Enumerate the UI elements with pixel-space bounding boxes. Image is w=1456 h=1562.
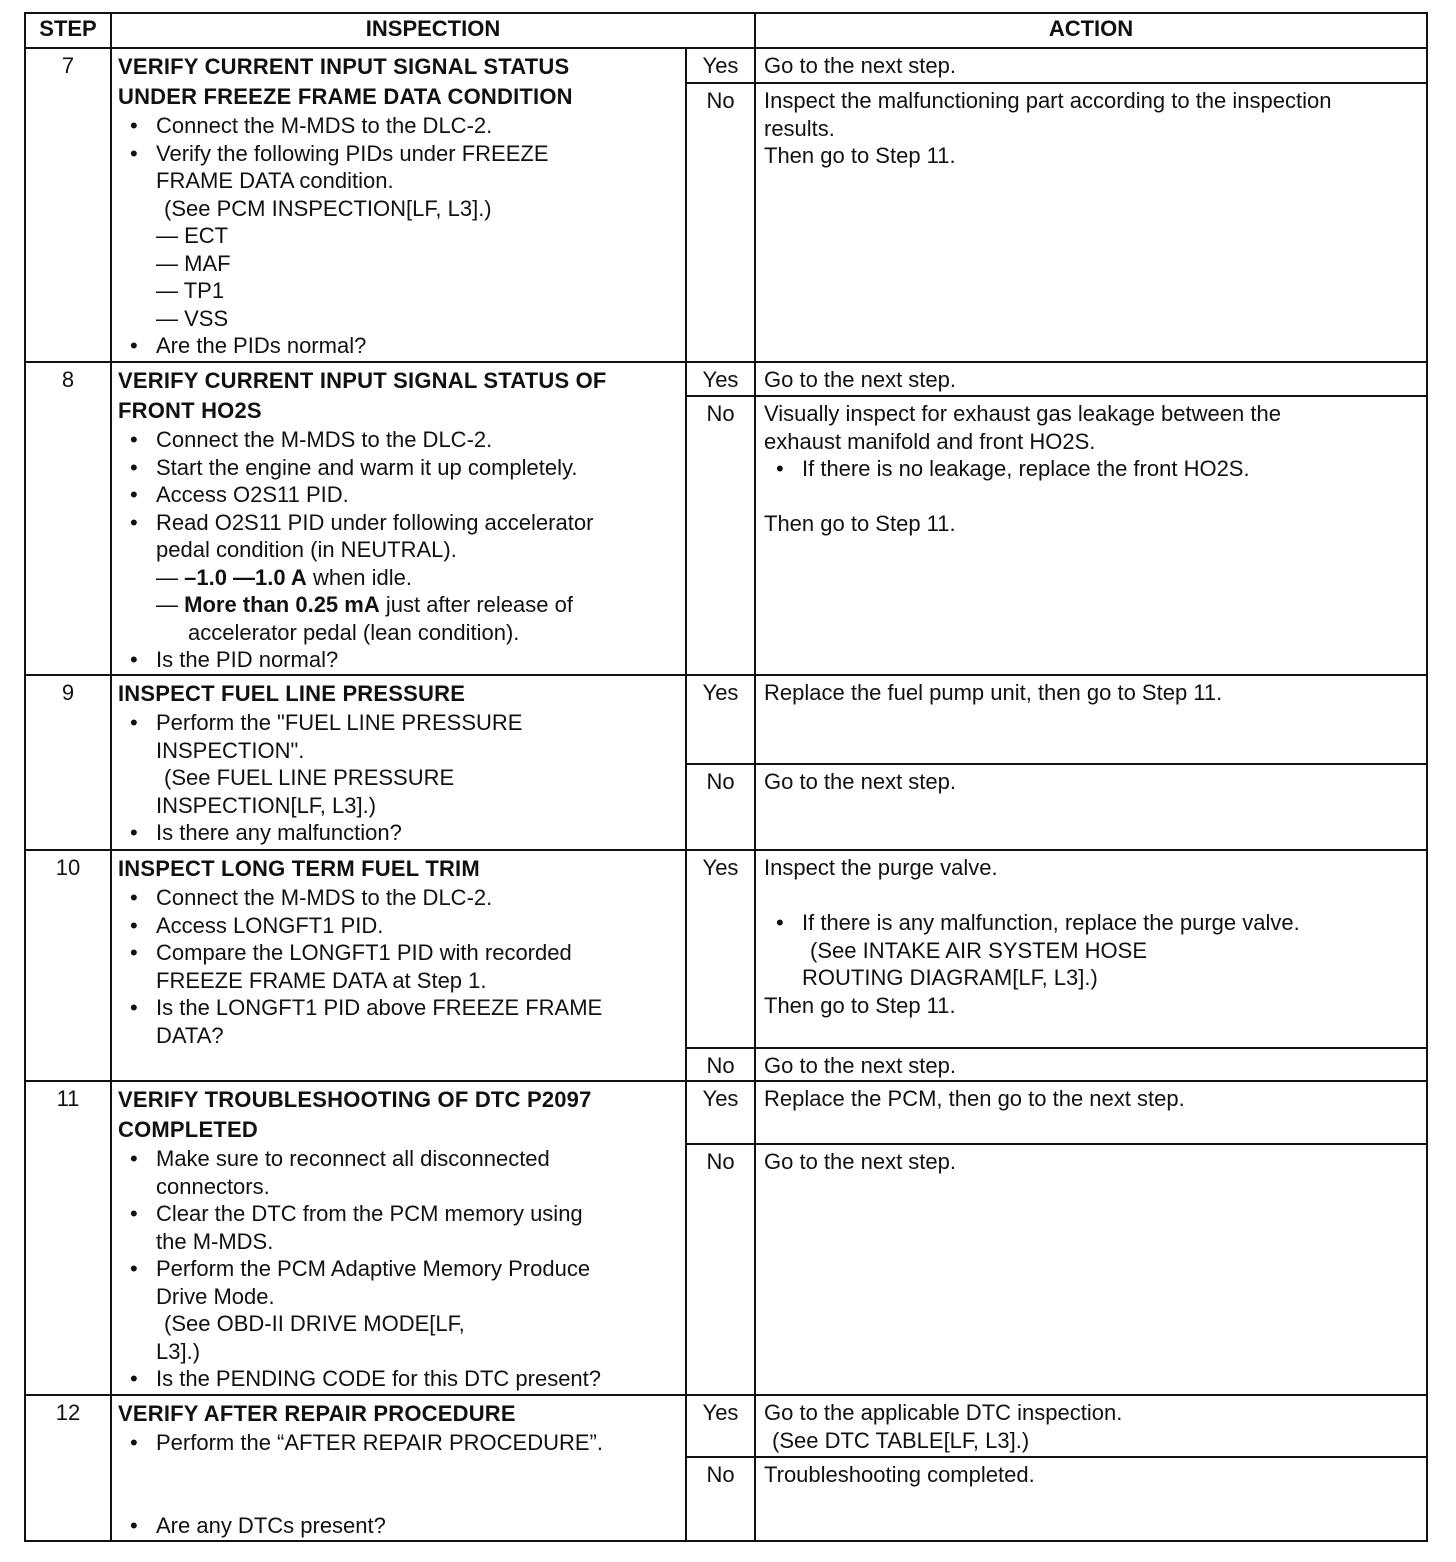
yes-action xyxy=(755,850,1427,1048)
list-item-text: Perform the "FUEL LINE PRESSURE xyxy=(156,710,523,735)
yes-label: Yes xyxy=(686,362,755,396)
inspection-list xyxy=(118,426,679,564)
inspection-list xyxy=(118,709,679,764)
list-item-text: INSPECTION". xyxy=(156,737,305,763)
list-item: • Connect the M-MDS to the DLC-2. xyxy=(118,884,679,912)
list-item-text: pedal condition (in NEUTRAL). xyxy=(156,537,457,562)
step-10-yes-row xyxy=(25,850,1427,1048)
inspection-list xyxy=(118,646,679,674)
pid-item: — MAF xyxy=(156,250,231,276)
question-item: • Is the PENDING CODE for this DTC present? xyxy=(118,1365,679,1393)
step-number: 8 xyxy=(25,362,111,675)
no-action: Go to the next step. xyxy=(755,764,1427,850)
step-title: COMPLETED xyxy=(118,1117,258,1142)
step-10-inspection xyxy=(111,850,686,1081)
step-number: 9 xyxy=(25,675,111,850)
action-text: results. xyxy=(764,115,835,141)
step-title: VERIFY AFTER REPAIR PROCEDURE xyxy=(118,1401,516,1426)
yes-action xyxy=(755,1395,1427,1457)
step-number: 10 xyxy=(25,850,111,1081)
action-text: Inspect the purge valve. xyxy=(764,855,998,880)
list-item xyxy=(118,939,679,994)
list-item-text: FREEZE FRAME DATA at Step 1. xyxy=(156,967,487,993)
spec-value: –1.0 —1.0 A xyxy=(184,564,307,590)
condition-continuation: accelerator pedal (lean condition). xyxy=(188,619,520,645)
inspection-list xyxy=(118,1365,679,1393)
step-title: FRONT HO2S xyxy=(118,398,262,423)
step-9-yes-row xyxy=(25,675,1427,764)
list-item-text: Perform the PCM Adaptive Memory Produce xyxy=(156,1256,591,1281)
header-step: STEP xyxy=(25,13,111,48)
condition-item xyxy=(118,564,679,592)
step-number: 12 xyxy=(25,1395,111,1541)
list-item-text: DATA? xyxy=(156,1022,224,1048)
list-item: • If there is any malfunction, replace the purge valve. xyxy=(764,909,1420,937)
spec-value: More than 0.25 mA xyxy=(184,592,380,617)
list-item xyxy=(118,1145,679,1200)
pid-item: — VSS xyxy=(156,305,229,331)
no-action: Go to the next step. xyxy=(755,1048,1427,1081)
step-8-yes-row xyxy=(25,362,1427,396)
yes-label: Yes xyxy=(686,1395,755,1457)
yes-action: Go to the next step. xyxy=(755,48,1427,83)
inspection-list xyxy=(118,1512,679,1540)
yes-label: Yes xyxy=(686,850,755,1048)
no-action xyxy=(755,83,1427,362)
yes-label: Yes xyxy=(686,675,755,764)
list-item-text: Verify the following PIDs under FREEZE xyxy=(156,140,549,166)
see-reference: (See OBD-II DRIVE MODE[LF, xyxy=(164,1311,465,1336)
question-item xyxy=(118,994,679,1049)
yes-label: Yes xyxy=(686,48,755,83)
step-title: VERIFY CURRENT INPUT SIGNAL STATUS OF xyxy=(118,368,607,393)
inspection-list xyxy=(118,1145,679,1310)
step-12-yes-row xyxy=(25,1395,1427,1457)
list-item-text: Clear the DTC from the PCM memory using xyxy=(156,1201,583,1226)
step-title: UNDER FREEZE FRAME DATA CONDITION xyxy=(118,84,573,109)
no-action: Go to the next step. xyxy=(755,1144,1427,1395)
yes-action: Replace the fuel pump unit, then go to Step 11. xyxy=(755,675,1427,764)
action-list xyxy=(764,909,1420,937)
troubleshooting-table xyxy=(24,12,1428,1542)
list-item: • Connect the M-MDS to the DLC-2. xyxy=(118,426,679,454)
inspection-list xyxy=(118,884,679,1049)
inspection-list xyxy=(118,1429,679,1457)
action-text: Inspect the malfunctioning part according to the inspection xyxy=(764,88,1332,113)
pid-item: — TP1 xyxy=(156,278,225,303)
list-item xyxy=(118,709,679,764)
yes-action: Go to the next step. xyxy=(755,362,1427,396)
see-reference: (See PCM INSPECTION[LF, L3].) xyxy=(164,195,492,221)
no-action: Troubleshooting completed. xyxy=(755,1457,1427,1541)
step-number: 11 xyxy=(25,1081,111,1395)
list-item: • Connect the M-MDS to the DLC-2. xyxy=(118,112,679,140)
header-action: ACTION xyxy=(755,13,1427,48)
step-title: INSPECT FUEL LINE PRESSURE xyxy=(118,681,466,706)
see-reference: (See FUEL LINE PRESSURE xyxy=(164,765,455,790)
list-item-text: FRAME DATA condition. xyxy=(156,168,394,193)
step-7-inspection xyxy=(111,48,686,362)
inspection-list xyxy=(118,819,679,847)
see-reference: (See INTAKE AIR SYSTEM HOSE xyxy=(810,937,1148,963)
inspection-list xyxy=(118,112,679,195)
action-text: exhaust manifold and front HO2S. xyxy=(764,428,1096,454)
list-item-text: connectors. xyxy=(156,1173,270,1199)
see-reference: (See DTC TABLE[LF, L3].) xyxy=(772,1427,1030,1453)
step-title: VERIFY TROUBLESHOOTING OF DTC P2097 xyxy=(118,1087,592,1112)
list-item-text: the M-MDS. xyxy=(156,1228,274,1254)
list-item-text: Read O2S11 PID under following accelerator xyxy=(156,509,594,535)
action-text: Visually inspect for exhaust gas leakage between the xyxy=(764,401,1281,426)
no-label: No xyxy=(686,764,755,850)
yes-label: Yes xyxy=(686,1081,755,1144)
question-item: • Are the PIDs normal? xyxy=(118,332,679,360)
list-item-text: Is the LONGFT1 PID above FREEZE FRAME xyxy=(156,995,603,1020)
action-list xyxy=(764,455,1420,483)
step-title: VERIFY CURRENT INPUT SIGNAL STATUS xyxy=(118,54,570,79)
list-item xyxy=(118,1255,679,1310)
step-title: INSPECT LONG TERM FUEL TRIM xyxy=(118,856,480,881)
list-item: • Access O2S11 PID. xyxy=(118,481,679,509)
header-row xyxy=(25,13,1427,48)
list-item xyxy=(118,1200,679,1255)
list-item: • If there is no leakage, replace the front HO2S. xyxy=(764,455,1420,483)
action-text: Then go to Step 11. xyxy=(764,992,956,1018)
step-11-yes-row xyxy=(25,1081,1427,1144)
header-inspection: INSPECTION xyxy=(111,13,755,48)
no-label: No xyxy=(686,1048,755,1081)
pid-item: — ECT xyxy=(156,223,229,248)
list-item-text: Make sure to reconnect all disconnected xyxy=(156,1146,550,1171)
dash: — xyxy=(156,564,185,590)
no-action xyxy=(755,396,1427,675)
action-text: Go to the applicable DTC inspection. xyxy=(764,1400,1123,1425)
step-7-yes-row xyxy=(25,48,1427,83)
yes-action: Replace the PCM, then go to the next step. xyxy=(755,1081,1427,1144)
question-item: • Are any DTCs present? xyxy=(118,1512,679,1540)
no-label: No xyxy=(686,1457,755,1541)
list-item-text: Drive Mode. xyxy=(156,1283,275,1309)
list-item xyxy=(118,140,679,195)
condition-item xyxy=(118,591,679,619)
question-item: • Is there any malfunction? xyxy=(118,819,679,847)
dash: — xyxy=(156,592,185,617)
no-label: No xyxy=(686,83,755,362)
procedure-sheet xyxy=(24,12,1426,1542)
see-reference: L3].) xyxy=(156,1338,201,1364)
step-8-inspection xyxy=(111,362,686,675)
no-label: No xyxy=(686,396,755,675)
list-item-text: Compare the LONGFT1 PID with recorded xyxy=(156,940,572,965)
step-number: 7 xyxy=(25,48,111,362)
list-item xyxy=(118,509,679,564)
see-reference: INSPECTION[LF, L3].) xyxy=(156,792,377,818)
no-label: No xyxy=(686,1144,755,1395)
inspection-list xyxy=(118,332,679,360)
list-item: • Access LONGFT1 PID. xyxy=(118,912,679,940)
condition-text: when idle. xyxy=(306,564,413,590)
step-11-inspection xyxy=(111,1081,686,1395)
condition-text: just after release of xyxy=(379,592,573,617)
step-12-inspection xyxy=(111,1395,686,1541)
action-text: Then go to Step 11. xyxy=(764,143,956,168)
action-text: Then go to Step 11. xyxy=(764,511,956,536)
step-9-inspection xyxy=(111,675,686,850)
see-reference: ROUTING DIAGRAM[LF, L3].) xyxy=(802,965,1098,990)
question-item: • Is the PID normal? xyxy=(118,646,679,674)
list-item: • Start the engine and warm it up completely. xyxy=(118,454,679,482)
list-item: • Perform the “AFTER REPAIR PROCEDURE”. xyxy=(118,1429,679,1457)
